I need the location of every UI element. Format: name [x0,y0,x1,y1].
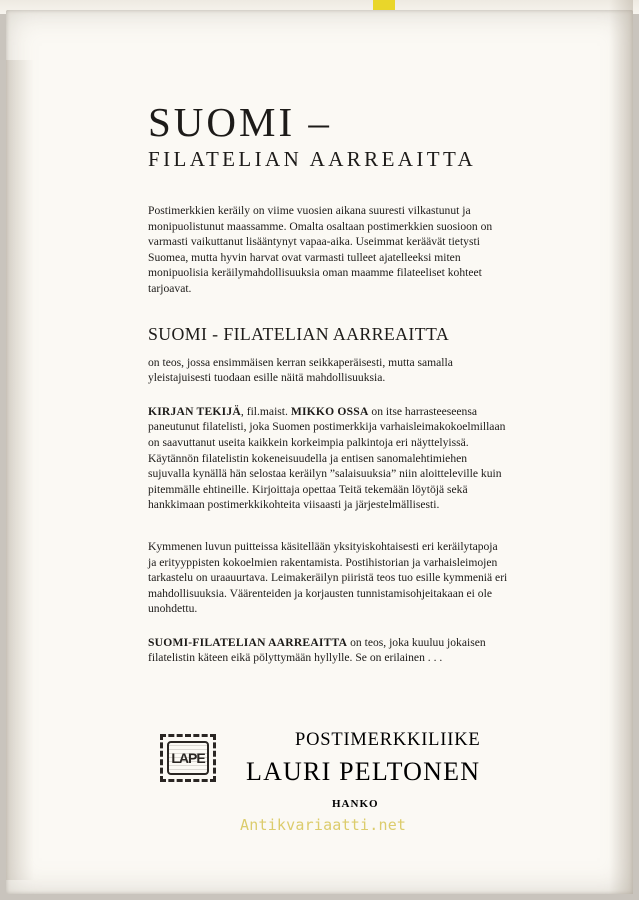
publisher-city: HANKO [332,798,379,810]
edge-wear-left [6,60,34,880]
paragraph-author [148,404,508,513]
watermark: Antikvariaatti.net [240,816,407,834]
title-line-2: FILATELIAN AARREAITTA [148,147,477,171]
cover-text [148,100,508,666]
paragraph-1: Postimerkkien keräily on viime vuosien aikana suuresti vilkastunut ja monipuolistunut maassamme. Omalta osaltaan postimerkkien suosioon on varmasti vaikuttanut lisääntynyt vapaa-aika. Useimmat keräävät tietysti Suomea, mutta hyvin harvat ovat varmasti tulleet ajatelleeksi miten monipuolisia keräilymahdollisuuksia oman maamme filateeliset kohteet tarjoavat. [148,204,493,295]
closing-text: on teos, joka kuuluu jokaisen filatelistin käteen eikä pölyttymään hyllylle. Se on erilainen . . . [148,635,486,665]
closing-title: SUOMI-FILATELIAN AARREAITTA [148,635,348,649]
author-title: , fil.maist. [240,404,291,418]
publisher-line-1: POSTIMERKKILIIKE [295,730,481,750]
edge-wear-right [609,0,633,894]
paragraph-4: Kymmenen luvun puitteissa käsitellään yksityiskohtaisesti eri keräilytapoja ja erityyppisten kokoelmien rakentamista. Postihistorian ja varhaisleimojen tarkastelu on uraauurtava. Leimakeräilyn piiristä teos tuo esille kymmeniä eri mahdollisuuksia. Väärenteiden ja korjausten tunnistamisohjeitakaan ei ole unohdettu. [148,539,508,616]
publisher-logo [160,734,216,782]
stamp-logo-icon: LAPE [167,741,209,775]
publisher-block [148,726,528,826]
title-line-1: SUOMI – [148,99,332,145]
paragraph-closing [148,635,508,666]
author-lead: KIRJAN TEKIJÄ [148,404,241,418]
section-title: SUOMI - FILATELIAN AARREAITTA [148,323,450,344]
author-text: on itse harrasteeseensa paneutunut filatelisti, joka Suomen postimerkkija varhaisleimakokoelmillaan on saavuttanut useita kaikkein korkeimpia palkintoja eri näyttelyissä. Käytännön filatelistin kokeneisuudella ja entisen sanomalehtimiehen sujuvalla kynällä hän selostaa keräilyn ”salaisuuksia” niin aloitteleville kuin pitemmälle ehtineille. Kirjoittaja opettaa Teitä tekemään löytöjä sekä hankkimaan postimerkkikohteita viisaasti ja järjestelmällisesti. [148,404,506,512]
paragraph-2: on teos, jossa ensimmäisen kerran seikkaperäisesti, mutta samalla yleistajuisesti tuodaan esille näitä mahdollisuuksia. [148,355,453,385]
author-name: MIKKO OSSA [290,404,369,418]
publisher-name: LAURI PELTONEN [246,757,481,786]
